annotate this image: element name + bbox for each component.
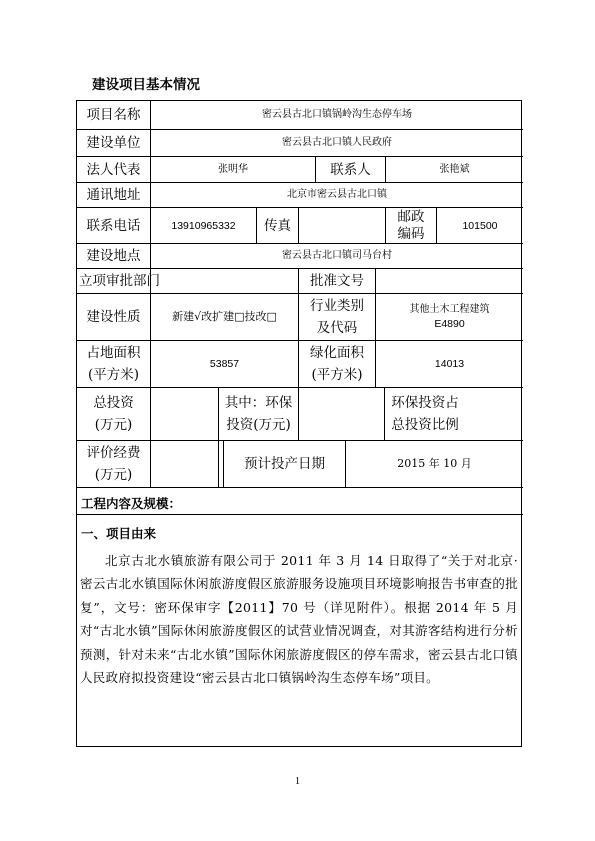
label-construction-nature: 建设性质 [86, 309, 141, 325]
label-env-ratio-line2: 总投资比例 [391, 417, 459, 433]
value-approval-no [376, 269, 523, 293]
label-eval-fee [77, 441, 150, 487]
scope-heading: 工程内容及规模： [81, 496, 182, 511]
row-divider [77, 514, 523, 515]
label-green-area-line2: (平方米) [311, 367, 363, 383]
label-land-area-line2: (平方米) [87, 367, 140, 383]
value-industry [376, 294, 523, 340]
label-approval-dept: 立项审批部门 [79, 273, 160, 289]
label-land-area-line1: 占地面积 [86, 345, 141, 361]
label-phone: 联系电话 [86, 217, 141, 234]
value-contact: 张艳斌 [439, 163, 470, 175]
value-legal-rep: 张明华 [218, 163, 248, 175]
page-number: 1 [295, 776, 300, 787]
label-eval-fee-line2: (万元) [94, 467, 133, 483]
label-fax: 传真 [264, 217, 291, 234]
value-project-name: 密云县古北口镇锅岭沟生态停车场 [262, 109, 412, 120]
section-1-heading: 一、项目由来 [81, 526, 157, 541]
label-eval-fee-line1: 评价经费 [86, 445, 141, 461]
label-env-ratio-line1: 环保投资占 [391, 395, 459, 411]
value-construction-nature: 新建√改扩建□技改□ [172, 310, 277, 323]
label-green-area-line1: 绿化面积 [310, 345, 364, 361]
label-postcode: 邮政编码 [397, 208, 425, 242]
industry-code: E4890 [434, 318, 465, 330]
industry-name: 其他土木工程建筑 [409, 304, 490, 315]
label-total-investment-line2: (万元) [94, 417, 133, 433]
value-fax [299, 208, 385, 243]
label-total-investment [77, 388, 150, 440]
label-env-investment-line2: 投资(万元) [226, 417, 291, 433]
label-legal-rep: 法人代表 [86, 161, 141, 178]
value-construction-unit: 密云县古北口镇人民政府 [282, 137, 392, 148]
row-divider [77, 487, 523, 488]
value-postcode: 101500 [462, 219, 498, 232]
value-total-investment [151, 388, 218, 440]
value-green-area: 14013 [434, 358, 465, 370]
value-env-ratio [465, 388, 523, 440]
value-address: 北京市密云县古北口镇 [287, 189, 387, 200]
value-eval-fee [151, 441, 218, 487]
section-1-paragraph: 北京古北水镇旅游有限公司于 2011 年 3 月 14 日取得了“关于对北京·密云古北水镇国际休闲旅游度假区旅游服务设施项目环境影响报告书审查的批复”，文号：密环保审字【2011】70 号（详见附件）。根据 2014 年 5 月对“古北水镇”国际休闲旅游度假区的试营业情况调查，对其游客结构进行分析预测，针对未来“古北水镇”国际休闲旅游度假区的停车需求，密云县古北口镇人民政府拟投资建设“密云县古北口镇锅岭沟生态停车场”项目。 [80, 553, 518, 686]
value-land-area: 53857 [209, 358, 240, 370]
value-approval-dept [177, 269, 298, 293]
label-project-name: 项目名称 [86, 107, 141, 123]
label-env-investment-line1: 其中：环保 [224, 395, 293, 411]
label-approval-no: 批准文号 [310, 273, 364, 289]
value-site: 密云县古北口镇司马台村 [282, 250, 392, 261]
label-production-date: 预计投产日期 [244, 456, 325, 472]
label-site: 建设地点 [86, 248, 141, 264]
label-construction-unit: 建设单位 [86, 135, 141, 151]
label-industry: 行业类别及代码 [310, 298, 364, 336]
value-phone: 13910965332 [171, 219, 236, 232]
label-env-investment [219, 388, 298, 440]
page-title: 建设项目基本情况 [92, 77, 200, 93]
value-env-investment [299, 388, 384, 440]
label-contact: 联系人 [330, 161, 371, 178]
label-land-area [77, 341, 150, 387]
label-address: 通讯地址 [86, 187, 141, 203]
label-total-investment-line1: 总投资 [93, 395, 134, 411]
value-production-date: 2015 年 10 月 [397, 457, 472, 470]
label-green-area [299, 341, 375, 387]
label-env-ratio [385, 388, 465, 440]
